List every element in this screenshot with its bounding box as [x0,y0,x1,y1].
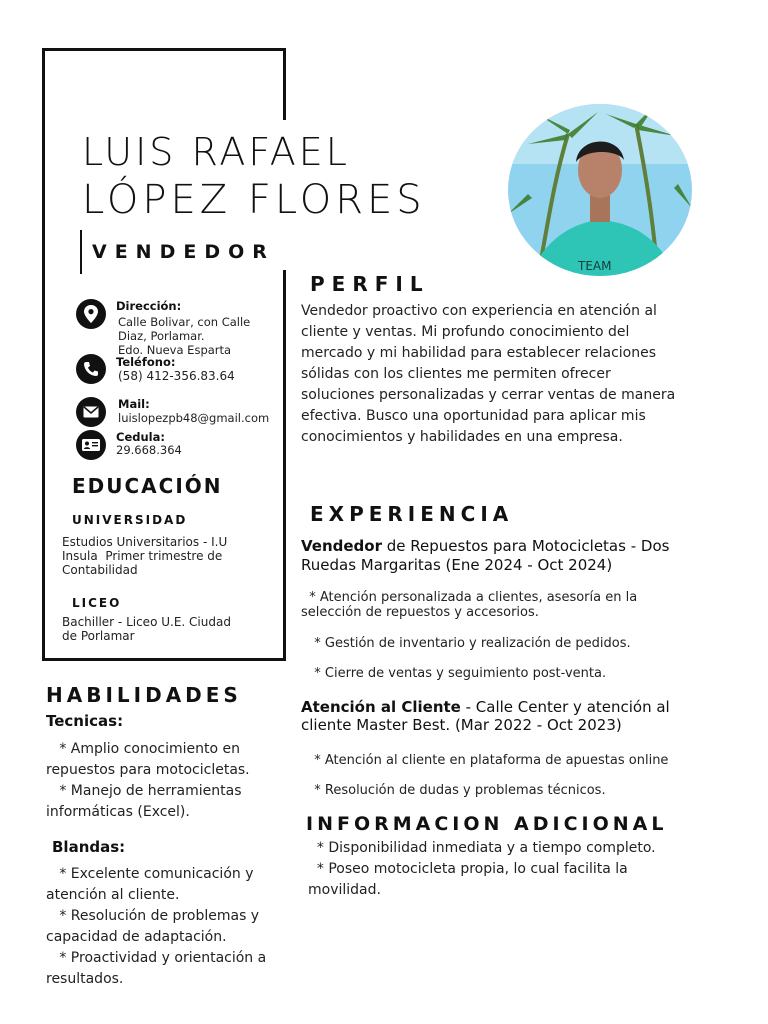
id-card-icon [76,430,106,460]
mail-label: Mail: [118,397,150,411]
job1-role: Vendedor [301,537,382,555]
job-role: VENDEDOR [92,241,275,263]
job2-role: Atención al Cliente [301,698,461,716]
name-last: LÓPEZ FLORES [82,177,426,223]
skill-line: * Excelente comunicación y [46,866,254,882]
profile-line: Vendedor proactivo con experiencia en atención al [301,303,657,319]
profile-line: mercado y mi habilidad para establecer relaciones [301,345,656,361]
address-line: Calle Bolivar, con Calle [118,315,251,329]
name-first: LUIS RAFAEL [82,130,350,174]
school-line: Bachiller - Liceo U.E. Ciudad [62,615,231,629]
school-line: de Porlamar [62,629,135,643]
skill-line: atención al cliente. [46,887,180,903]
education-title: EDUCACIÓN [72,474,223,498]
job2-heading [301,698,670,716]
address-label: Dirección: [116,299,182,313]
frame-top-border [42,48,284,51]
job1-company: de Repuestos para Motocicletas - Dos [382,537,670,555]
experience-title: EXPERIENCIA [310,502,514,526]
university-line: Insula Primer trimestre de [62,549,223,563]
university-line: Contabilidad [62,563,138,577]
address-line: Diaz, Porlamar. [118,329,205,343]
id-value: 29.668.364 [116,443,182,457]
job1-dates: Ruedas Margaritas (Ene 2024 - Oct 2024) [301,556,613,574]
id-label: Cedula: [116,430,165,444]
additional-line: * Disponibilidad inmediata y a tiempo completo. [308,840,656,856]
skill-line: informáticas (Excel). [46,804,190,820]
job1-bullet: selección de repuestos y accesorios. [301,605,539,620]
additional-line: movilidad. [308,882,381,898]
job2-bullet: * Atención al cliente en plataforma de apuestas online [306,753,669,768]
skill-line: * Amplio conocimiento en [46,741,240,757]
address-line: Edo. Nueva Esparta [118,343,232,357]
job2-company: - Calle Center y atención al [460,698,670,716]
profile-line: sólidas con los clientes me permiten ofrecer [301,366,611,382]
location-pin-icon [76,299,106,329]
profile-line: soluciones personalizadas y cerrar ventas de manera [301,387,676,403]
profile-line: cliente y ventas. Mi profundo conocimiento del [301,324,630,340]
skill-line: resultados. [46,971,124,987]
job1-heading [301,537,669,555]
tech-skills-title: Tecnicas: [46,712,124,730]
phone-icon [76,354,106,384]
skill-line: * Resolución de problemas y [46,908,260,924]
soft-skills-title: Blandas: [52,838,126,856]
profile-line: efectiva. Busco una oportunidad para aplicar mis [301,408,646,424]
phone-label: Teléfono: [116,355,176,369]
job1-bullet: * Cierre de ventas y seguimiento post-venta. [306,666,607,681]
skill-line: repuestos para motocicletas. [46,762,250,778]
job2-dates: cliente Master Best. (Mar 2022 - Oct 2023) [301,716,622,734]
additional-line: * Poseo motocicleta propia, lo cual facilita la [308,861,628,877]
university-line: Estudios Universitarios - I.U [62,535,228,549]
mail-value: luislopezpb48@gmail.com [118,411,270,425]
profile-title: PERFIL [310,272,430,296]
mail-icon [76,397,106,427]
skills-title: HABILIDADES [46,683,242,707]
phone-value: (58) 412-356.83.64 [118,369,235,383]
role-divider [80,230,82,274]
school-title: LICEO [72,596,122,610]
job2-bullet: * Resolución de dudas y problemas técnicos. [306,783,606,798]
skill-line: * Manejo de herramientas [46,783,242,799]
additional-title: INFORMACION ADICIONAL [306,813,668,835]
profile-photo [508,104,692,276]
skill-line: * Proactividad y orientación a [46,950,267,966]
svg-text:TEAM: TEAM [578,259,612,273]
job1-bullet: * Atención personalizada a clientes, asesoría en la [301,590,638,605]
profile-line: conocimientos y habilidades en una empresa. [301,429,623,445]
job1-bullet: * Gestión de inventario y realización de pedidos. [306,636,631,651]
skill-line: capacidad de adaptación. [46,929,227,945]
university-title: UNIVERSIDAD [72,513,188,527]
